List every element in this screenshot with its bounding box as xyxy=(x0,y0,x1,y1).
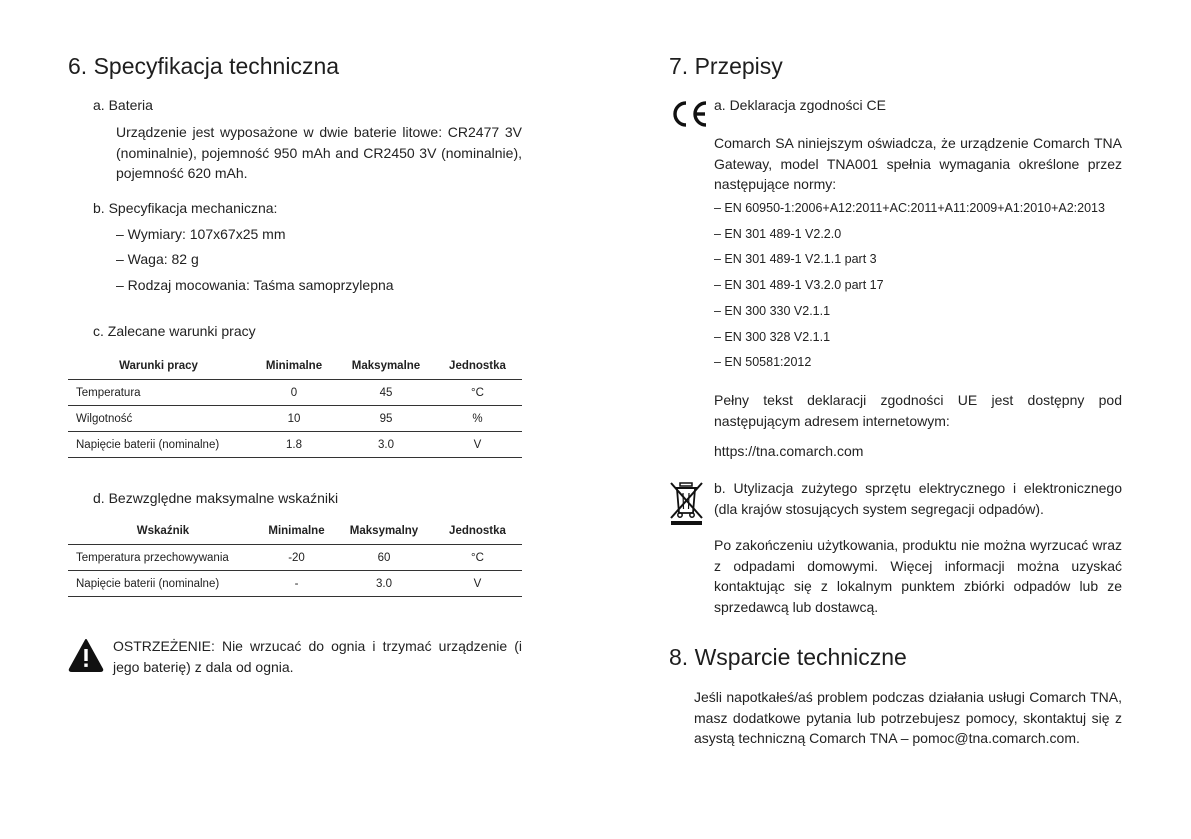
table-row xyxy=(68,545,522,571)
ce-text: Comarch SA niniejszym oświadcza, że urządzenie Comarch TNA Gateway, model TNA001 spełnia wymagania określone przez następujące normy: xyxy=(714,135,1122,192)
table-header-cell: Warunki pracy xyxy=(119,360,198,372)
max-ratings-heading: d. Bezwzględne maksymalne wskaźniki xyxy=(93,490,339,506)
mechanical-heading: b. Specyfikacja mechaniczna: xyxy=(93,200,278,216)
table-cell: 60 xyxy=(335,545,433,571)
table-cell: - xyxy=(258,571,335,597)
warning-icon xyxy=(68,638,104,672)
table-row xyxy=(68,571,522,597)
table-header-cell: Wskaźnik xyxy=(136,525,190,537)
section-6-title: 6. Specyfikacja techniczna xyxy=(68,53,340,79)
table-header-cell: Jednostka xyxy=(449,525,506,537)
table-header-cell: Minimalne xyxy=(268,525,325,537)
table-row xyxy=(68,380,522,406)
table-cell: Wilgotność xyxy=(68,406,249,432)
table-cell: Temperatura xyxy=(68,380,249,406)
mechanical-item-mounting: – Rodzaj mocowania: Taśma samoprzylepna xyxy=(116,277,394,293)
table-row xyxy=(68,432,522,458)
table-header-cell: Maksymalny xyxy=(349,525,419,537)
battery-heading: a. Bateria xyxy=(93,97,153,113)
norm-item: – EN 301 489-1 V3.2.0 part 17 xyxy=(714,278,884,292)
table-cell: 1.8 xyxy=(249,432,339,458)
norm-item: – EN 300 328 V2.1.1 xyxy=(714,330,831,344)
declaration-text: Pełny tekst deklaracji zgodności UE jest dostępny pod następującym adresem internetowym: xyxy=(714,392,1122,429)
table-cell: Napięcie baterii (nominalne) xyxy=(68,432,249,458)
declaration-url-link[interactable]: https://tna.comarch.com xyxy=(714,443,864,459)
weee-text: Po zakończeniu użytkowania, produktu nie można wyrzucać wraz z odpadami domowymi. Więcej informacji można uzyskać kontaktując się z lokalnym punktem zbiórki odpadów lub ze sprzedawcą lub dostawcą. xyxy=(714,537,1122,615)
conditions-heading: c. Zalecane warunki pracy xyxy=(93,323,256,339)
conditions-table-header xyxy=(68,353,522,380)
ce-mark-icon xyxy=(669,100,709,128)
section-7-title: 7. Przepisy xyxy=(669,53,783,79)
table-cell: % xyxy=(433,406,522,432)
table-cell: Napięcie baterii (nominalne) xyxy=(68,571,258,597)
table-cell: -20 xyxy=(258,545,335,571)
max-ratings-table xyxy=(68,518,522,597)
weee-heading: b. Utylizacja zużytego sprzętu elektrycznego i elektronicznego (dla krajów stosujących system segregacji odpadów). xyxy=(714,480,1122,517)
mechanical-item-dimensions: – Wymiary: 107x67x25 mm xyxy=(116,226,286,242)
norm-item: – EN 300 330 V2.1.1 xyxy=(714,304,831,318)
table-row xyxy=(68,406,522,432)
table-cell: °C xyxy=(433,380,522,406)
norm-item: – EN 301 489-1 V2.2.0 xyxy=(714,227,842,241)
weee-bin-icon xyxy=(669,480,705,526)
support-text: Jeśli napotkałeś/aś problem podczas działania usługi Comarch TNA, masz dodatkowe pytania lub potrzebujesz pomocy, skontaktuj się z asystą techniczną Comarch TNA – pomoc@tna.comarch.com. xyxy=(694,689,1122,746)
mechanical-item-weight: – Waga: 82 g xyxy=(116,251,199,267)
table-cell: 3.0 xyxy=(335,571,433,597)
max-ratings-table-header xyxy=(68,518,522,545)
norm-item: – EN 60950-1:2006+A12:2011+AC:2011+A11:2009+A1:2010+A2:2013 xyxy=(714,201,1105,215)
table-cell: V xyxy=(433,571,522,597)
table-cell: 95 xyxy=(339,406,433,432)
table-cell: 45 xyxy=(339,380,433,406)
table-cell: 0 xyxy=(249,380,339,406)
battery-text: Urządzenie jest wyposażone w dwie baterie litowe: CR2477 3V (nominalnie), pojemność 950 mAh and CR2450 3V (nominalnie), pojemność 620 mAh. xyxy=(116,124,522,181)
ce-heading: a. Deklaracja zgodności CE xyxy=(714,97,886,113)
table-header-cell: Jednostka xyxy=(449,360,506,372)
table-cell: 3.0 xyxy=(339,432,433,458)
table-cell: 10 xyxy=(249,406,339,432)
norm-item: – EN 50581:2012 xyxy=(714,355,812,369)
warning-text: OSTRZEŻENIE: Nie wrzucać do ognia i trzymać urządzenie (i jego baterię) z dala od ognia. xyxy=(113,638,522,675)
section-8-title: 8. Wsparcie techniczne xyxy=(669,644,907,670)
table-header-cell: Maksymalne xyxy=(351,360,421,372)
norm-item: – EN 301 489-1 V2.1.1 part 3 xyxy=(714,252,877,266)
table-cell: Temperatura przechowywania xyxy=(68,545,258,571)
table-cell: °C xyxy=(433,545,522,571)
table-cell: V xyxy=(433,432,522,458)
conditions-table xyxy=(68,353,522,458)
table-header-cell: Minimalne xyxy=(265,360,323,372)
